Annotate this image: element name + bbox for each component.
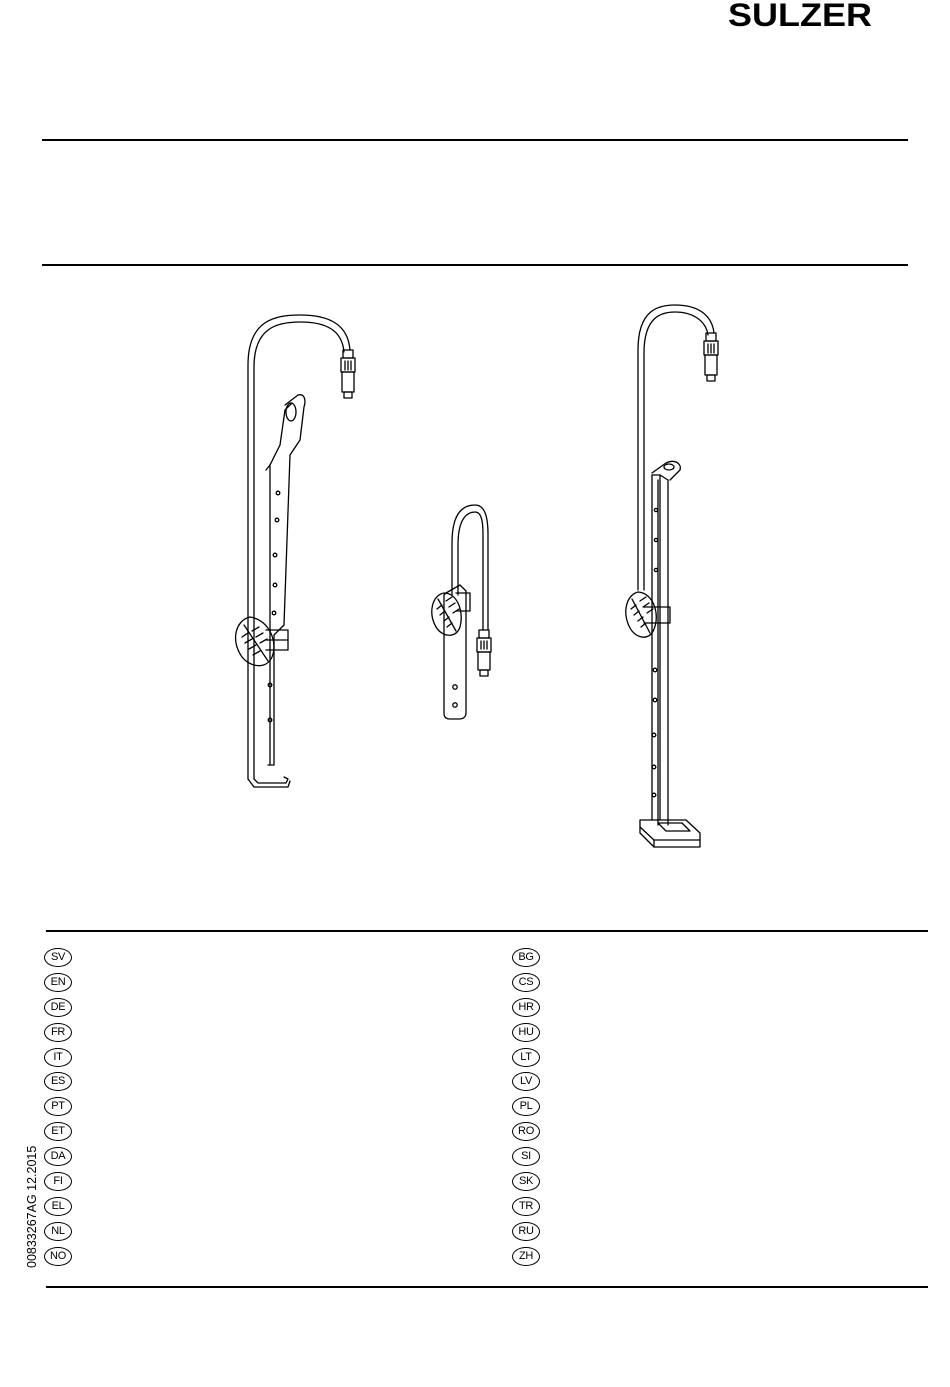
header-rule-bottom	[42, 264, 908, 266]
language-list-right	[512, 948, 572, 1272]
language-badge-pt: PT	[44, 1097, 72, 1116]
language-list-left	[44, 948, 104, 1272]
language-badge-lv: LV	[512, 1072, 540, 1091]
holder-short-drawing	[432, 505, 491, 719]
language-badge-fi: FI	[44, 1172, 72, 1191]
language-badge-it: IT	[44, 1048, 72, 1067]
language-badge-pl: PL	[512, 1097, 540, 1116]
language-badge-ru: RU	[512, 1222, 540, 1241]
language-badge-fr: FR	[44, 1023, 72, 1042]
language-badge-hr: HR	[512, 998, 540, 1017]
product-illustration	[230, 295, 730, 855]
language-badge-lt: LT	[512, 1048, 540, 1067]
language-badge-si: SI	[512, 1147, 540, 1166]
language-badge-ro: RO	[512, 1122, 540, 1141]
language-badge-da: DA	[44, 1147, 72, 1166]
language-badge-cs: CS	[512, 973, 540, 992]
language-badge-sk: SK	[512, 1172, 540, 1191]
languages-rule-bottom	[46, 1286, 928, 1288]
language-badge-tr: TR	[512, 1197, 540, 1216]
language-badge-zh: ZH	[512, 1247, 540, 1266]
brand-logo: SULZER	[728, 0, 872, 34]
language-badge-no: NO	[44, 1247, 72, 1266]
holder-floor-drawing	[626, 305, 718, 847]
language-badge-sv: SV	[44, 948, 72, 967]
language-badge-de: DE	[44, 998, 72, 1017]
header-rule-top	[42, 139, 908, 141]
language-badge-en: EN	[44, 973, 72, 992]
language-badge-es: ES	[44, 1072, 72, 1091]
language-badge-el: EL	[44, 1197, 72, 1216]
language-badge-hu: HU	[512, 1023, 540, 1042]
languages-rule-top	[46, 930, 928, 932]
document-code: 00833267AG 12.2015	[25, 1145, 39, 1268]
language-badge-bg: BG	[512, 948, 540, 967]
language-badge-nl: NL	[44, 1222, 72, 1241]
language-badge-et: ET	[44, 1122, 72, 1141]
holder-bent-drawing	[236, 315, 355, 787]
